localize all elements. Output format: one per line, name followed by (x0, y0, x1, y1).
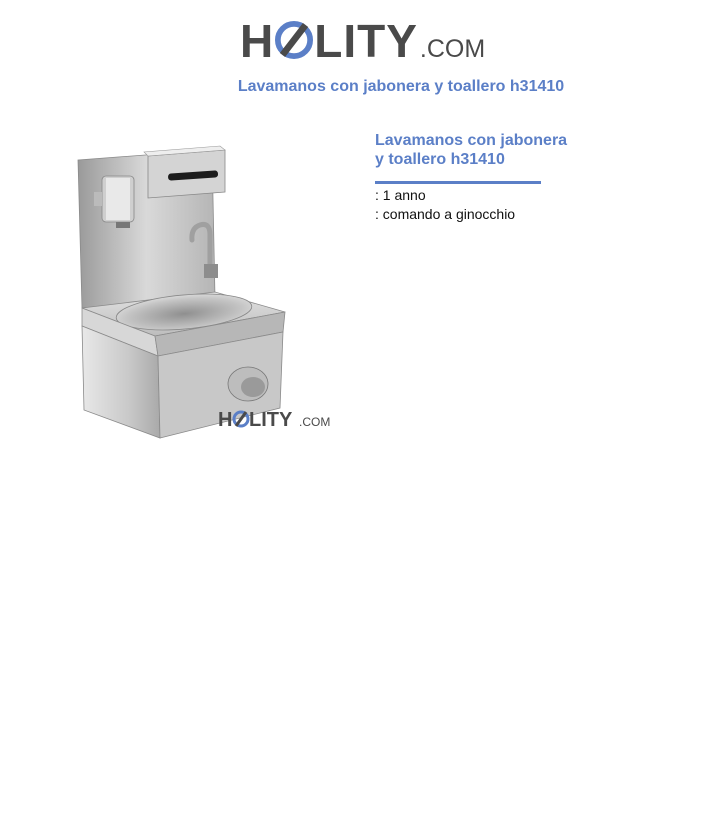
product-image (70, 140, 340, 445)
logo-domain: .COM (419, 35, 486, 63)
logo-wordmark: H LITY (240, 15, 418, 67)
watermark-domain: .COM (299, 415, 331, 429)
feature-item: : 1 anno (375, 187, 426, 203)
feature-item: : comando a ginocchio (375, 206, 516, 222)
product-title: Lavamanos con jabonera y toallero h31410 (375, 132, 568, 168)
title-divider (375, 181, 541, 184)
svg-text:H: H (218, 409, 233, 431)
holity-logo[interactable] (240, 14, 486, 67)
holity-o-logo-icon (275, 21, 313, 59)
page-title: Lavamanos con jabonera y toallero h31410 (237, 78, 565, 95)
feature-list (375, 186, 515, 224)
svg-text:LITY: LITY (249, 409, 293, 431)
